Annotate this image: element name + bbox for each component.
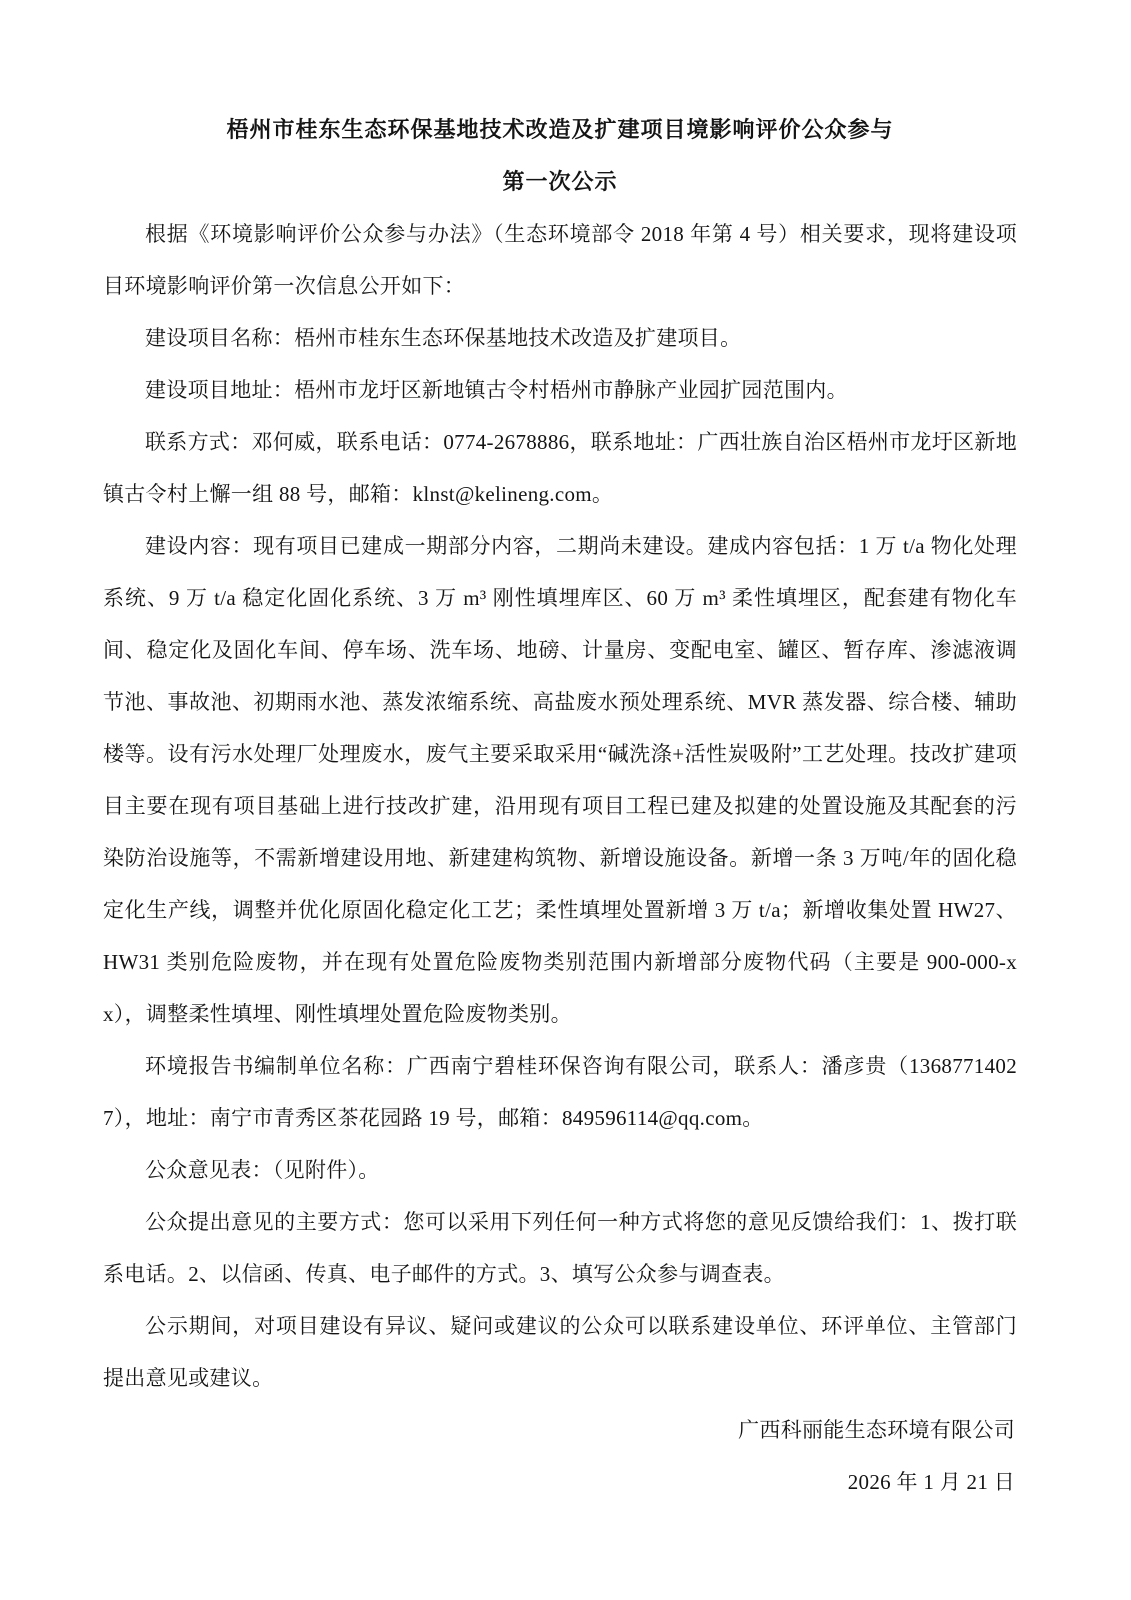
paragraph-project-name: 建设项目名称：梧州市桂东生态环保基地技术改造及扩建项目。 (145, 326, 742, 350)
paragraph-opinion-form: 公众意见表：（见附件）。 (145, 1158, 380, 1182)
document-title: 梧州市桂东生态环保基地技术改造及扩建项目境影响评价公众参与 (226, 117, 894, 142)
paragraph-feedback-methods: 公众提出意见的主要方式：您可以采用下列任何一种方式将您的意见反馈给我们：1、拨打联系电话。2、以信函、传真、电子邮件的方式。3、填写公众参与调查表。 (103, 1210, 1017, 1286)
signature-date: 2026 年 1 月 21 日 (847, 1470, 1015, 1494)
paragraph-contact-info: 联系方式：邓何威，联系电话：0774-2678886，联系地址：广西壮族自治区梧州市龙圩区新地镇古令村上懈一组 88 号，邮箱：klnst@kelineng.com。 (103, 430, 1017, 506)
paragraph-legal-basis: 根据《环境影响评价公众参与办法》（生态环境部令 2018 年第 4 号）相关要求，现将建设项目环境影响评价第一次信息公开如下： (103, 222, 1017, 298)
document-subtitle: 第一次公示 (502, 169, 618, 194)
paragraph-construction-content: 建设内容：现有项目已建成一期部分内容，二期尚未建设。建成内容包括：1 万 t/a 物化处理系统、9 万 t/a 稳定化固化系统、3 万 m³ 刚性填埋库区、60 万 m³ 柔性填埋区，配套建有物化车间、稳定化及固化车间、停车场、洗车场、地磅、计量房、变配电室、罐区、暂存库、渗滤液调节池、事故池、初期雨水池、蒸发浓缩系统、高盐废水预处理系统、MVR 蒸发器、综合楼、辅助楼等。设有污水处理厂处理废水，废气主要采取采用“碱洗涤+活性炭吸附”工艺处理。技改扩建项目主要在现有项目基础上进行技改扩建，沿用现有项目工程已建及拟建的处置设施及其配套的污染防治设施等，不需新增建设用地、新建建构筑物、新增设施设备。新增一条 3 万吨/年的固化稳定化生产线，调整并优化原固化稳定化工艺；柔性填埋处置新增 3 万 t/a；新增收集处置 HW27、HW31 类别危险废物，并在现有处置危险废物类别范围内新增部分废物代码（主要是 900-000-xx），调整柔性填埋、刚性填埋处置危险废物类别。 (103, 534, 1017, 1026)
paragraph-project-address: 建设项目地址：梧州市龙圩区新地镇古令村梧州市静脉产业园扩园范围内。 (145, 378, 848, 402)
paragraph-eia-agency: 环境报告书编制单位名称：广西南宁碧桂环保咨询有限公司，联系人：潘彦贵（13687714027），地址：南宁市青秀区茶花园路 19 号，邮箱：849596114@qq.com。 (103, 1054, 1017, 1130)
paragraph-publicity-period: 公示期间，对项目建设有异议、疑问或建议的公众可以联系建设单位、环评单位、主管部门提出意见或建议。 (103, 1314, 1017, 1390)
signature-company: 广西科丽能生态环境有限公司 (738, 1418, 1015, 1442)
